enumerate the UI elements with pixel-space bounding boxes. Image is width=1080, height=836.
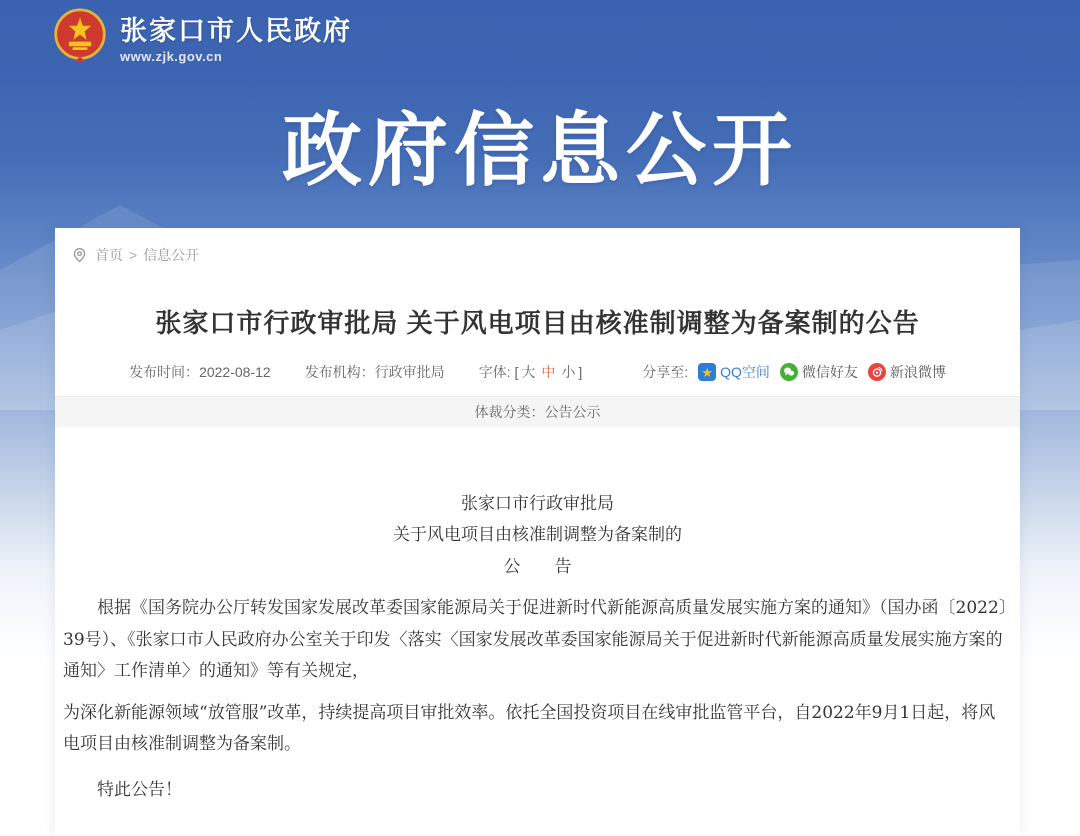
- share-qzone-button[interactable]: [698, 362, 770, 382]
- publish-time-value: 2022-08-12: [199, 364, 271, 380]
- article-title: 张家口市行政审批局 关于风电项目由核准制调整为备案制的公告: [155, 308, 920, 338]
- font-size-medium-button[interactable]: 中: [541, 364, 556, 380]
- doc-heading-line3: 公 告: [503, 556, 572, 577]
- doc-closing: 特此公告！: [97, 779, 182, 800]
- category-label: 体裁分类：: [474, 404, 545, 420]
- publish-time: [129, 362, 271, 382]
- weibo-icon: [868, 363, 886, 381]
- wechat-icon: [780, 363, 798, 381]
- doc-paragraph: 根据《国务院办公厅转发国家发展改革委国家能源局关于促进新时代新能源高质量发展实施方案的通知》（国办函〔2022〕39号）、《张家口市人民政府办公室关于印发〈落实〈国家发展改革委国家能源局关于促进新时代新能源高质量发展实施方案的通知〉工作清单〉的通知》等有关规定，: [63, 598, 1008, 682]
- category-bar: [55, 397, 1020, 427]
- article-meta-row: [55, 362, 1020, 397]
- font-size-label: 字体: [: [478, 364, 519, 380]
- content-card: [55, 228, 1020, 836]
- breadcrumb-current[interactable]: 信息公开: [143, 247, 200, 263]
- breadcrumb: [55, 228, 1020, 265]
- article-body: [55, 427, 1020, 836]
- publish-agency-label: 发布机构：: [304, 364, 375, 380]
- banner: [0, 72, 1080, 228]
- site-url: www.zjk.gov.cn: [120, 48, 223, 64]
- breadcrumb-separator: >: [129, 247, 138, 263]
- qzone-icon: ★: [698, 363, 716, 381]
- location-pin-icon: [71, 247, 88, 264]
- share-weibo-button[interactable]: [868, 362, 946, 382]
- category-value: 公告公示: [544, 404, 601, 420]
- share-label: 分享至:: [642, 364, 689, 380]
- site-name: 张家口市人民政府: [120, 15, 352, 46]
- site-identity: [120, 9, 352, 64]
- font-size-large-button[interactable]: 大: [521, 364, 536, 380]
- site-header: [0, 0, 1080, 72]
- national-emblem-logo: [52, 8, 108, 64]
- share-wechat-button[interactable]: [780, 362, 858, 382]
- share-toolbar: [642, 362, 946, 382]
- doc-heading-line2: 关于风电项目由核准制调整为备案制的: [393, 525, 682, 546]
- publish-agency: [305, 362, 445, 382]
- breadcrumb-home[interactable]: 首页: [95, 247, 123, 263]
- publish-time-label: 发布时间：: [129, 364, 200, 380]
- font-size-small-button[interactable]: 小: [561, 364, 576, 380]
- share-weibo-label: 新浪微博: [889, 364, 946, 380]
- banner-title: 政府信息公开: [282, 106, 798, 195]
- share-wechat-label: 微信好友: [801, 364, 858, 380]
- share-qzone-label: QQ空间: [720, 364, 770, 380]
- font-size-label-end: ]: [578, 364, 583, 380]
- font-size-control: [479, 362, 583, 382]
- publish-agency-value: 行政审批局: [374, 364, 445, 380]
- doc-paragraph: 为深化新能源领域“放管服”改革，持续提高项目审批效率。依托全国投资项目在线审批监管平台，自2022年9月1日起，将风电项目由核准制调整为备案制。: [63, 702, 996, 755]
- doc-heading-line1: 张家口市行政审批局: [461, 494, 614, 514]
